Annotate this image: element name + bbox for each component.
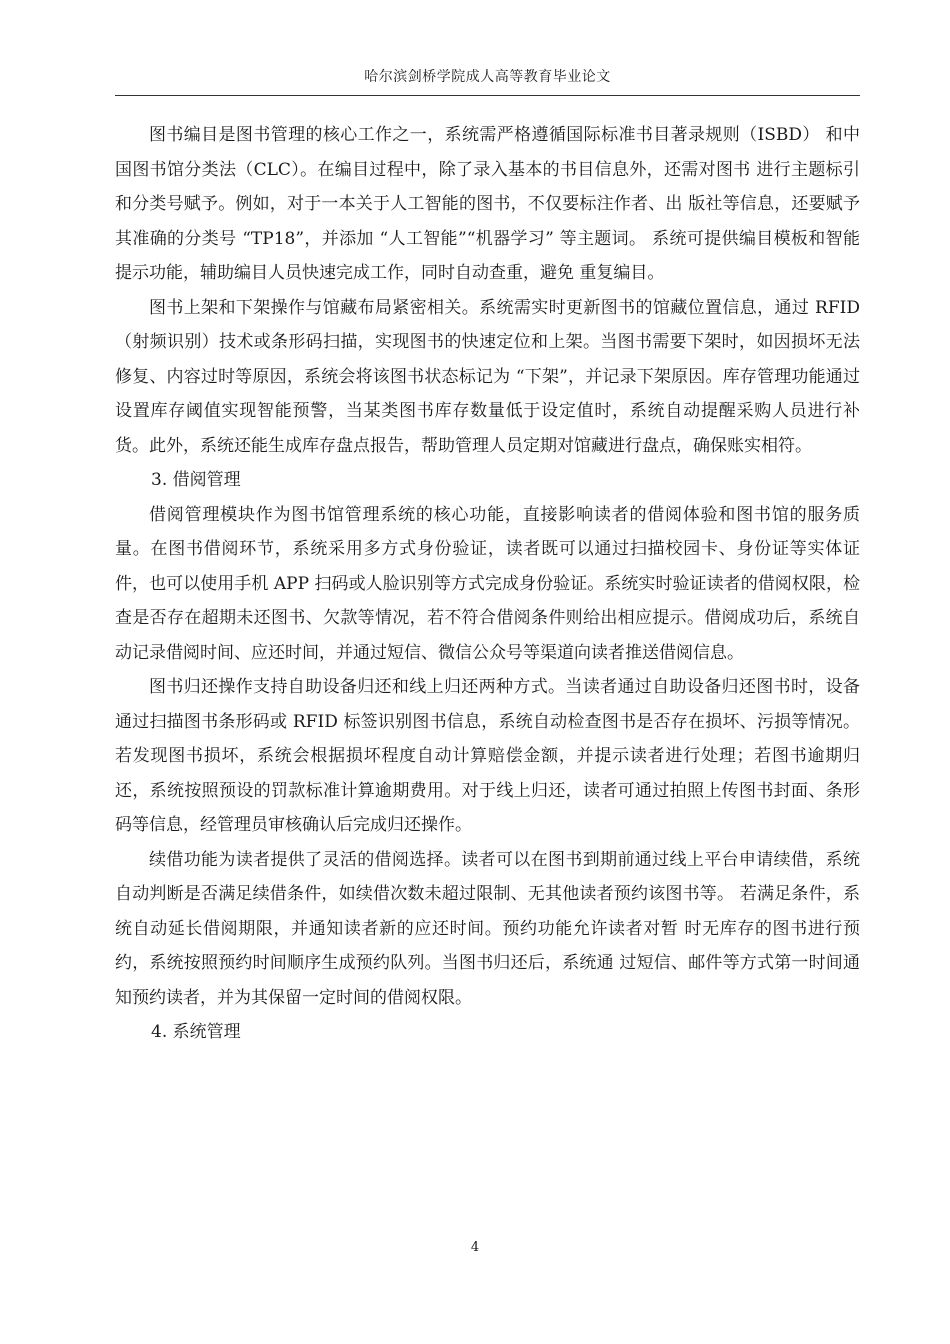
paragraph-renewal: 续借功能为读者提供了灵活的借阅选择。读者可以在图书到期前通过线上平台申请续借，系统自动判断是否满足续借条件，如续借次数未超过限制、无其他读者预约该图书等。 若满足条件，系统自动延长借阅期限，并通知读者新的应还时间。预约功能允许读者对暂 时无库存的图书进行预约，系统按照预约时间顺序生成预约队列。当图书归还后，系统通 过短信、邮件等方式第一时间通知预约读者，并为其保留一定时间的借阅权限。 (115, 849, 860, 1008)
page-number: 4 (470, 1240, 480, 1255)
section-heading-borrowing: 3. 借阅管理 (151, 470, 241, 490)
paragraph-cataloging: 图书编目是图书管理的核心工作之一，系统需严格遵循国际标准书目著录规则（ISBD） 和中国图书馆分类法（CLC）。在编目过程中，除了录入基本的书目信息外，还需对图书 进行主题标引和分类号赋予。例如，对于一本关于人工智能的图书，不仅要标注作者、出 版社等信息，还要赋予其准确的分类号 “TP18”，并添加 “人工智能”“机器学习” 等主题词。 系统可提供编目模板和智能提示功能，辅助编目人员快速完成工作，同时自动查重，避免 重复编目。 (115, 125, 860, 283)
document-body (115, 118, 860, 1050)
paragraph-returning: 图书归还操作支持自助设备归还和线上归还两种方式。当读者通过自助设备归还图书时，设备通过扫描图书条形码或 RFID 标签识别图书信息，系统自动检查图书是否存在损坏、污损等情况。若发现图书损坏，系统会根据损坏程度自动计算赔偿金额，并提示读者进行处理；若图书逾期归还，系统按照预设的罚款标准计算逾期费用。对于线上归还，读者可通过拍照上传图书封面、条形码等信息，经管理员审核确认后完成归还操作。 (115, 677, 860, 835)
paragraph-borrowing: 借阅管理模块作为图书馆管理系统的核心功能，直接影响读者的借阅体验和图书馆的服务质量。在图书借阅环节，系统采用多方式身份验证，读者既可以通过扫描校园卡、身份证等实体证件，也可以使用手机 APP 扫码或人脸识别等方式完成身份验证。系统实时验证读者的借阅权限，检查是否存在超期未还图书、欠款等情况，若不符合借阅条件则给出相应提示。借阅成功后，系统自动记录借阅时间、应还时间，并通过短信、微信公众号等渠道向读者推送借阅信息。 (115, 504, 860, 663)
page-header: 哈尔滨剑桥学院成人高等教育毕业论文 (364, 69, 611, 85)
section-heading-system: 4. 系统管理 (151, 1022, 241, 1042)
header-divider (115, 95, 860, 96)
paragraph-shelving: 图书上架和下架操作与馆藏布局紧密相关。系统需实时更新图书的馆藏位置信息，通过 RFID（射频识别）技术或条形码扫描，实现图书的快速定位和上架。当图书需要下架时，如因损坏无法修复、内容过时等原因，系统会将该图书状态标记为 “下架”，并记录下架原因。库存管理功能通过设置库存阈值实现智能预警，当某类图书库存数量低于设定值时，系统自动提醒采购人员进行补货。此外，系统还能生成库存盘点报告，帮助管理人员定期对馆藏进行盘点，确保账实相符。 (115, 297, 860, 456)
